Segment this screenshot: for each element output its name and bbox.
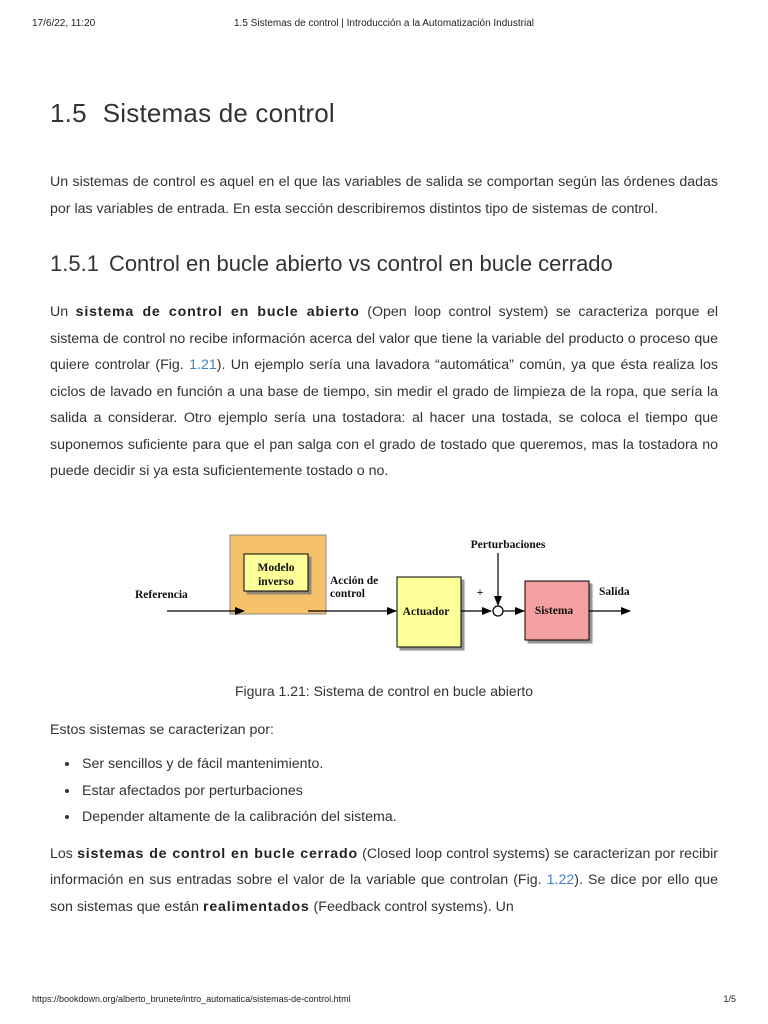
figure-ref-link-1-22[interactable]: 1.22 — [546, 872, 575, 888]
section-title: Sistemas de control — [102, 98, 335, 128]
figure-caption: Figura 1.21: Sistema de control en bucle abierto — [234, 682, 534, 699]
print-header — [0, 14, 768, 30]
output-label: Salida — [599, 585, 630, 598]
inverse-model-label-2: inverso — [258, 575, 294, 588]
text-run: (Feedback control systems). Un — [309, 898, 514, 915]
summing-junction — [493, 606, 503, 616]
list-item: • Depender altamente de la calibración del sistema. — [80, 804, 718, 831]
section-number: 1.5 — [50, 98, 87, 128]
list-item: • Estar afectados por perturbaciones — [80, 778, 718, 805]
print-url: https://bookdown.org/alberto_brunete/intro_automatica/sistemas-de-control.html — [32, 994, 351, 1004]
closed-loop-term: sistemas de control en bucle cerrado — [77, 845, 358, 862]
list-item: • Ser sencillos y de fácil mantenimiento. — [80, 751, 718, 778]
inverse-model-label-1: Modelo — [257, 561, 295, 574]
open-loop-term: sistema de control en bucle abierto — [75, 304, 360, 320]
disturbance-label: Perturbaciones — [470, 538, 546, 551]
text-run: (Open loop control system) se caracteriza porque el sistema de control no recibe información acerca del valor que tiene la variable del producto o proceso que quiere controlar (Fig. — [50, 304, 718, 373]
text-run: (Closed loop control systems) se caracterizan por recibir información en sus entradas sobre el valor de la variable que controlan (Fig. — [50, 845, 718, 888]
subsection-title: Control en bucle abierto vs control en bucle cerrado — [108, 251, 613, 276]
system-label: Sistema — [534, 604, 574, 617]
actuator-label: Actuador — [402, 605, 450, 618]
open-loop-figure — [50, 515, 718, 675]
closed-loop-paragraph — [50, 841, 718, 921]
text-run: ). Se dice por ello que son sistemas que están — [50, 872, 718, 915]
plus-sign: + — [476, 586, 484, 599]
characteristics-intro: Estos sistemas se caracterizan por: — [50, 721, 274, 738]
figure-ref-link-1-21[interactable]: 1.21 — [189, 357, 217, 373]
print-footer — [0, 994, 768, 1008]
print-page-number: 1/5 — [723, 994, 736, 1004]
main-content — [50, 98, 718, 920]
feedback-term: realimentados — [203, 898, 310, 915]
text-run: Los — [50, 845, 78, 862]
print-page-title: 1.5 Sistemas de control | Introducción a la Automatización Industrial — [234, 18, 534, 29]
section-heading — [50, 98, 718, 129]
section-intro-paragraph: Un sistemas de control es aquel en el que las variables de salida se comportan según las órdenes dadas por las variables de entrada. En esta sección describiremos distintos tipo de sistemas de control. — [50, 174, 718, 217]
characteristics-list — [50, 751, 718, 831]
control-action-label-2: control — [330, 587, 365, 600]
open-loop-paragraph — [50, 299, 718, 485]
reference-label: Referencia — [135, 588, 188, 601]
subsection-heading — [50, 251, 718, 277]
print-datetime: 17/6/22, 11:20 — [32, 18, 96, 29]
text-run: Un — [50, 304, 76, 320]
subsection-number: 1.5.1 — [50, 251, 99, 276]
open-loop-diagram — [130, 515, 650, 655]
control-action-label-1: Acción de — [330, 574, 379, 587]
text-run: ). Un ejemplo sería una lavadora “automática” común, ya que ésta realiza los ciclos de lavado en función a una base de tiempo, sin medir el grado de limpieza de la ropa, que sería la salida a considerar. Otro ejemplo sería una tostadora: al hacer una tostada, se coloca el tiempo que suponemos suficiente para que el pan salga con el grado de tostado que queremos, mas la tostadora no puede decidir si ya esta suficientemente tostado o no. — [50, 357, 718, 479]
